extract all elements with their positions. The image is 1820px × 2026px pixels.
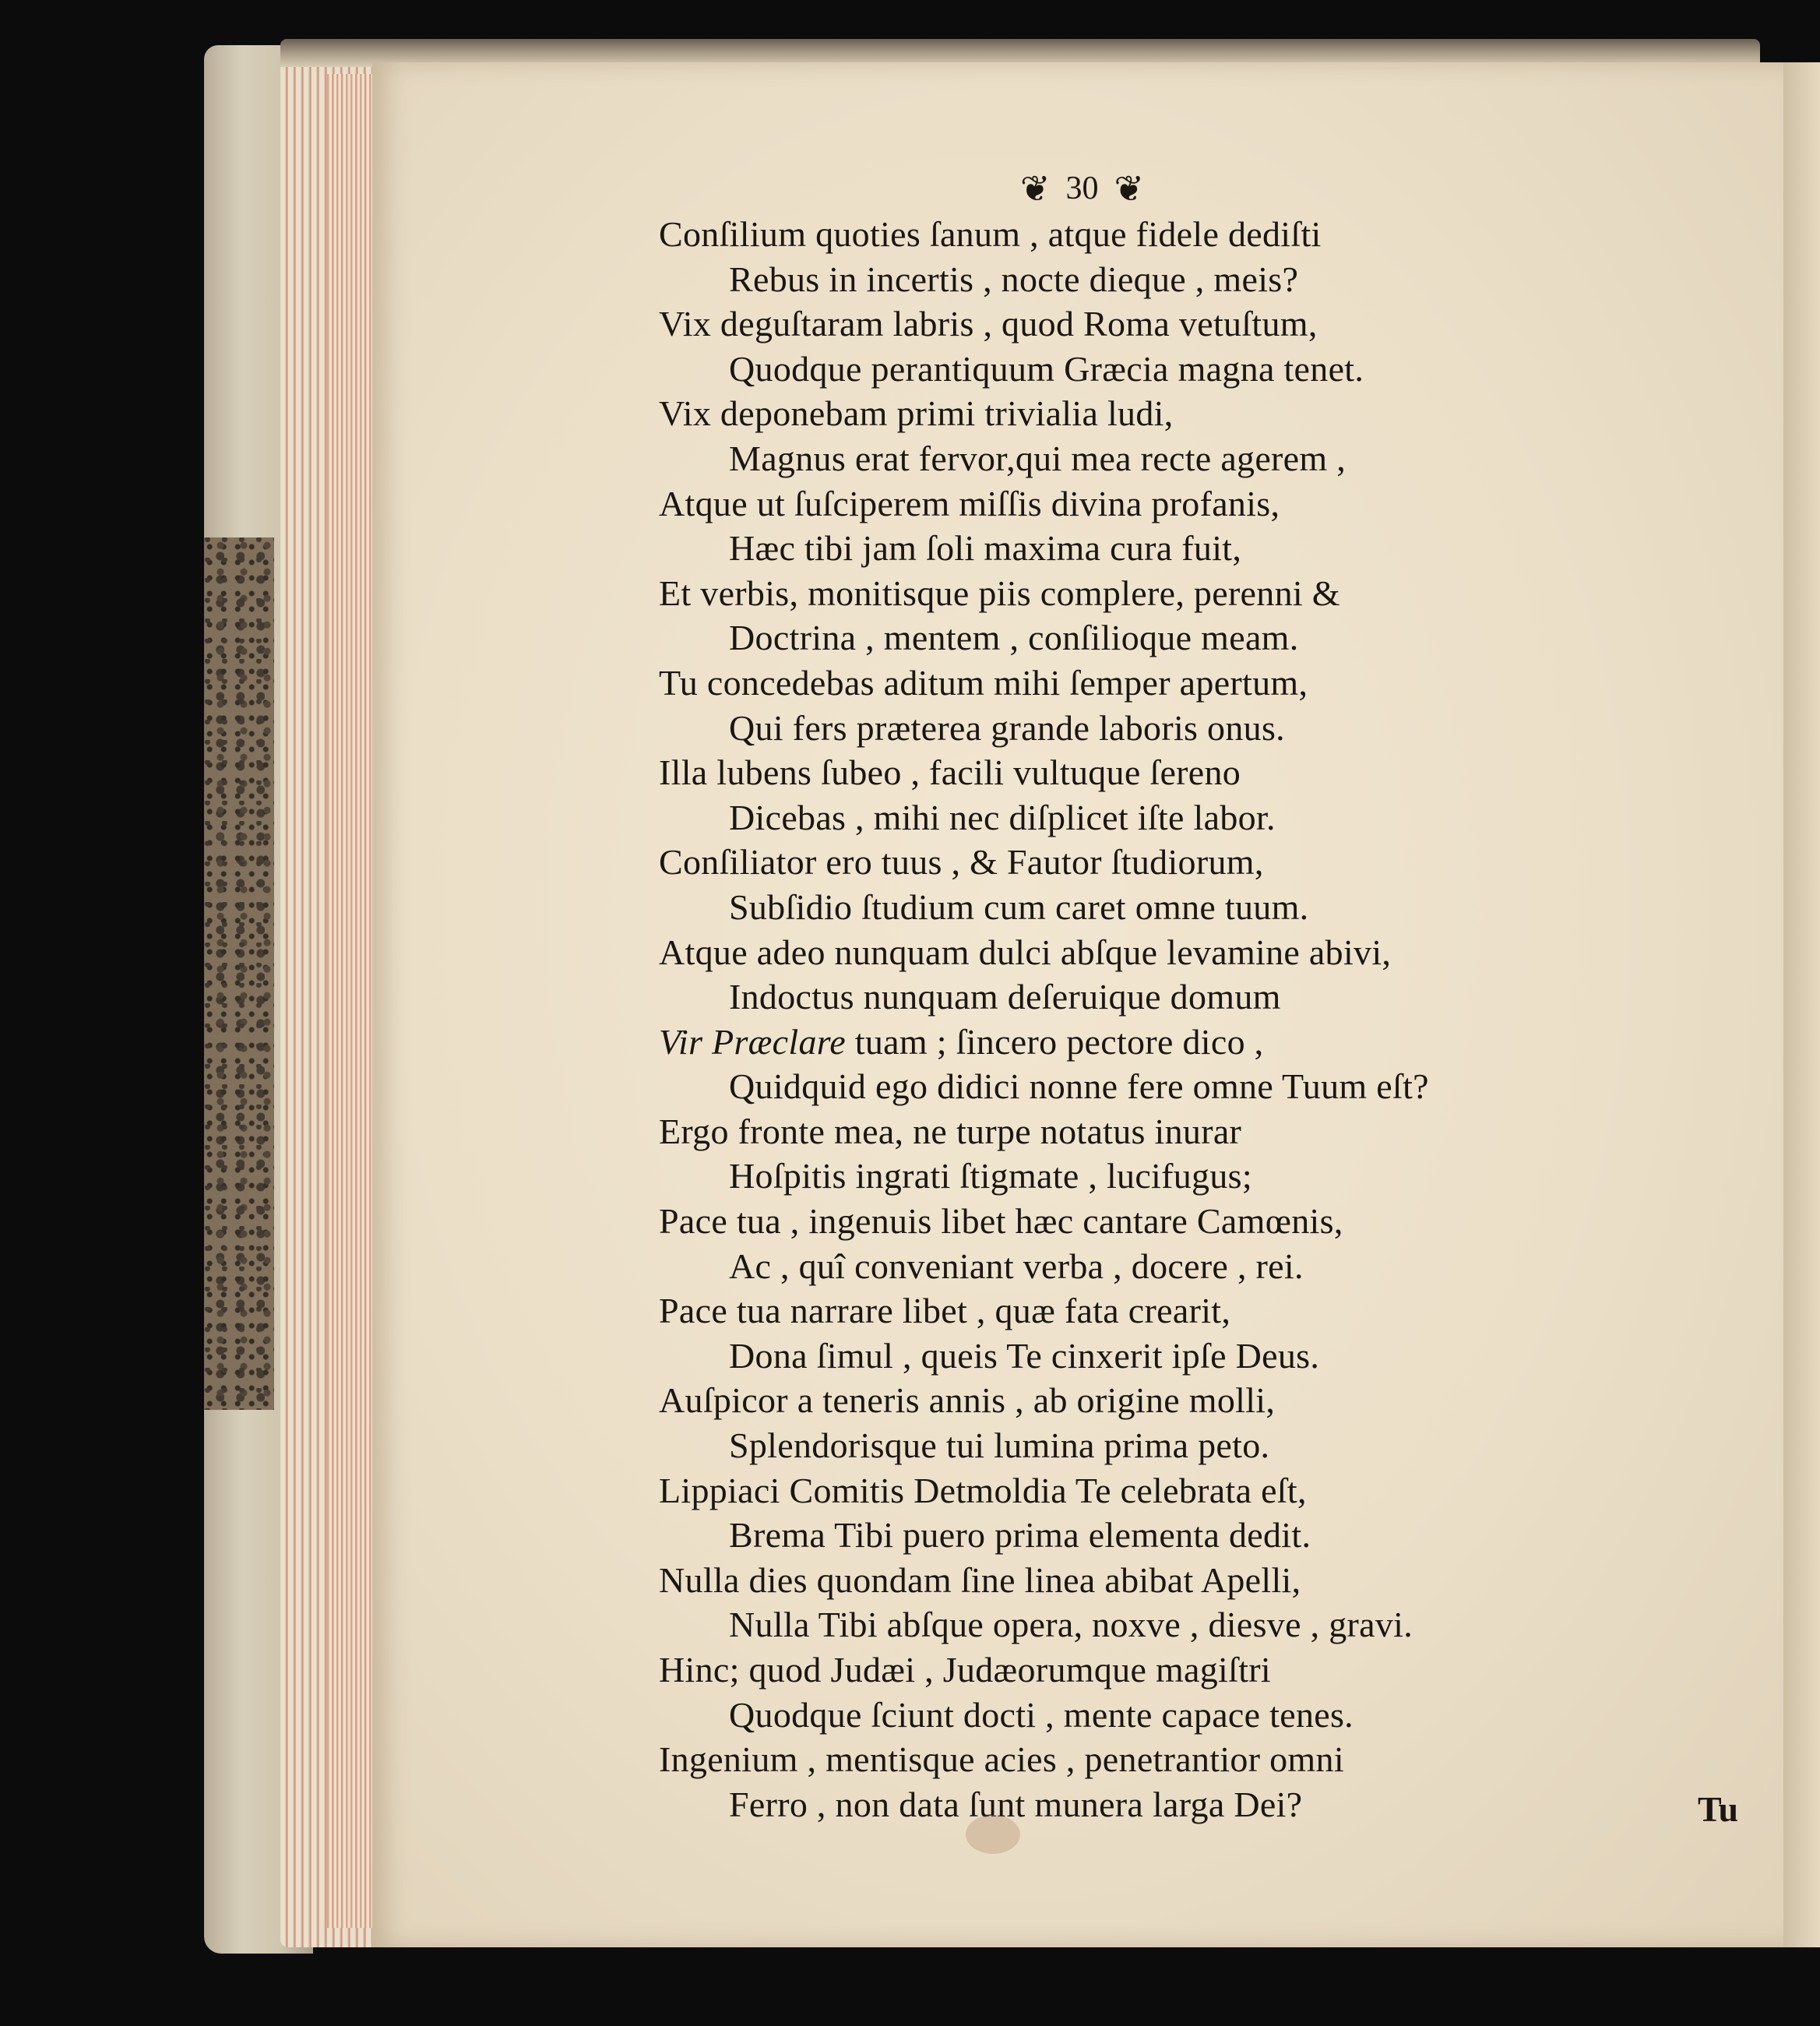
poem-line-text: Conſilium quoties ſanum , atque fidele dediſti <box>659 214 1322 254</box>
poem-line-text: Quodque perantiquum Græcia magna tenet. <box>729 348 1364 389</box>
poem-line <box>659 930 1702 975</box>
poem-line-text: Qui fers præterea grande laboris onus. <box>729 707 1285 748</box>
poem-line-text: Nulla Tibi abſque opera, noxve , diesve , gravi. <box>729 1605 1413 1645</box>
poem-line <box>659 840 1702 885</box>
poem-line <box>659 1647 1702 1693</box>
poem-line-text: Illa lubens ſubeo , facili vultuque ſereno <box>659 752 1241 793</box>
poem-line-text: Dicebas , mihi nec diſplicet iſte labor. <box>729 797 1276 837</box>
catchword: Tu <box>1698 1789 1739 1829</box>
poem-line <box>659 1782 1702 1827</box>
poem-line-text: Doctrina , mentem , conſilioque meam. <box>729 618 1299 658</box>
poem-line <box>659 1288 1702 1334</box>
poem-line <box>659 750 1702 795</box>
poem-line <box>659 1378 1702 1423</box>
poem-line-text: Quidquid ego didici nonne fere omne Tuum eſt? <box>729 1066 1429 1107</box>
poem-line-text: Hoſpitis ingrati ſtigmate , lucifugus; <box>729 1156 1252 1196</box>
poem-line <box>659 212 1702 257</box>
poem-line <box>659 1737 1702 1782</box>
poem-line <box>659 1064 1702 1109</box>
poem-line-text: Dona ſimul , queis Te cinxerit ipſe Deus. <box>729 1335 1320 1376</box>
poem-line <box>659 1020 1702 1065</box>
poem-line <box>659 1558 1702 1603</box>
poem-line <box>659 1109 1702 1154</box>
ornament-right-icon: ❦ <box>1114 167 1145 210</box>
poem-line <box>659 1334 1702 1379</box>
poem-line-text: Auſpicor a teneris annis , ab origine molli, <box>659 1380 1276 1421</box>
facing-page-edge <box>1783 62 1820 1947</box>
poem-line-text: Tu concedebas aditum mihi ſemper apertum, <box>659 662 1308 703</box>
poem-line-text: Conſiliator ero tuus , & Fautor ſtudiorum, <box>659 842 1264 883</box>
poem-line <box>659 1513 1702 1558</box>
poem-line-text: Subſidio ſtudium cum caret omne tuum. <box>729 886 1309 927</box>
poem-line <box>659 347 1702 392</box>
poem-line-text: Ac , quî conveniant verba , docere , rei. <box>729 1246 1304 1286</box>
poem-line <box>659 885 1702 930</box>
page-number: 30 <box>1065 171 1099 206</box>
italic-phrase: Vir Præclare <box>659 1021 846 1062</box>
poem-line-text: Vix deguſtaram labris , quod Roma vetuſtum, <box>659 304 1318 344</box>
poem-line-text: Ergo fronte mea, ne turpe notatus inurar <box>659 1111 1242 1151</box>
poem-line <box>659 436 1702 481</box>
poem-line-text: Pace tua narrare libet , quæ fata crearit, <box>659 1291 1231 1331</box>
poem-line-text: Brema Tibi puero prima elementa dedit. <box>729 1515 1311 1556</box>
poem-line-text: Ingenium , mentisque acies , penetrantior omni <box>659 1739 1344 1780</box>
poem-line <box>659 526 1702 571</box>
poem-line <box>659 1154 1702 1199</box>
poem-line <box>659 571 1702 616</box>
poem-line <box>659 1423 1702 1468</box>
poem-line-text: Splendorisque tui lumina prima peto. <box>729 1425 1270 1466</box>
poem-line <box>659 795 1702 840</box>
red-page-edges <box>327 74 372 1928</box>
poem-line-text: Atque adeo nunquam dulci abſque levamine abivi, <box>659 932 1392 972</box>
poem-line <box>659 1244 1702 1289</box>
poem-line <box>659 301 1702 347</box>
poem-line <box>659 706 1702 751</box>
poem-line-text: Lippiaci Comitis Detmoldia Te celebrata eſt, <box>659 1470 1307 1510</box>
poem-line <box>659 1199 1702 1244</box>
poem-line <box>659 257 1702 302</box>
poem-line <box>659 1602 1702 1647</box>
poem-line-text: Vix deponebam primi trivialia ludi, <box>659 393 1174 434</box>
poem-line-text: Hinc; quod Judæi , Judæorumque magiſtri <box>659 1650 1271 1690</box>
poem-line-text: Atque ut ſuſciperem miſſis divina profanis, <box>659 483 1280 523</box>
poem-line <box>659 615 1702 661</box>
poem-line <box>659 391 1702 436</box>
marbled-cover <box>204 537 274 1410</box>
poem-text <box>659 212 1702 1827</box>
poem-line-text: Indoctus nunquam deſeruique domum <box>729 977 1281 1017</box>
poem-line-text: Nulla dies quondam ſine linea abibat Apelli, <box>659 1559 1301 1600</box>
poem-line <box>659 974 1702 1020</box>
page-stain <box>966 1815 1020 1854</box>
poem-line-text: Magnus erat fervor,qui mea recte agerem , <box>729 438 1347 478</box>
poem-line-text: Hæc tibi jam ſoli maxima cura fuit, <box>729 528 1242 569</box>
poem-line <box>659 481 1702 527</box>
poem-line-text: Rebus in incertis , nocte dieque , meis? <box>729 259 1299 299</box>
poem-line <box>659 1468 1702 1513</box>
poem-line-text: tuam ; ſincero pectore dico , <box>845 1021 1264 1062</box>
ornament-left-icon: ❦ <box>1020 167 1051 210</box>
poem-line-text: Ferro , non data ſunt munera larga Dei? <box>729 1784 1303 1824</box>
page-header <box>1020 165 1144 212</box>
poem-line-text: Pace tua , ingenuis libet hæc cantare Camœnis, <box>659 1201 1343 1242</box>
poem-line-text: Quodque ſciunt docti , mente capace tenes. <box>729 1694 1354 1735</box>
poem-line-text: Et verbis, monitisque piis complere, perenni & <box>659 573 1340 613</box>
poem-line <box>659 1693 1702 1738</box>
poem-line <box>659 661 1702 706</box>
